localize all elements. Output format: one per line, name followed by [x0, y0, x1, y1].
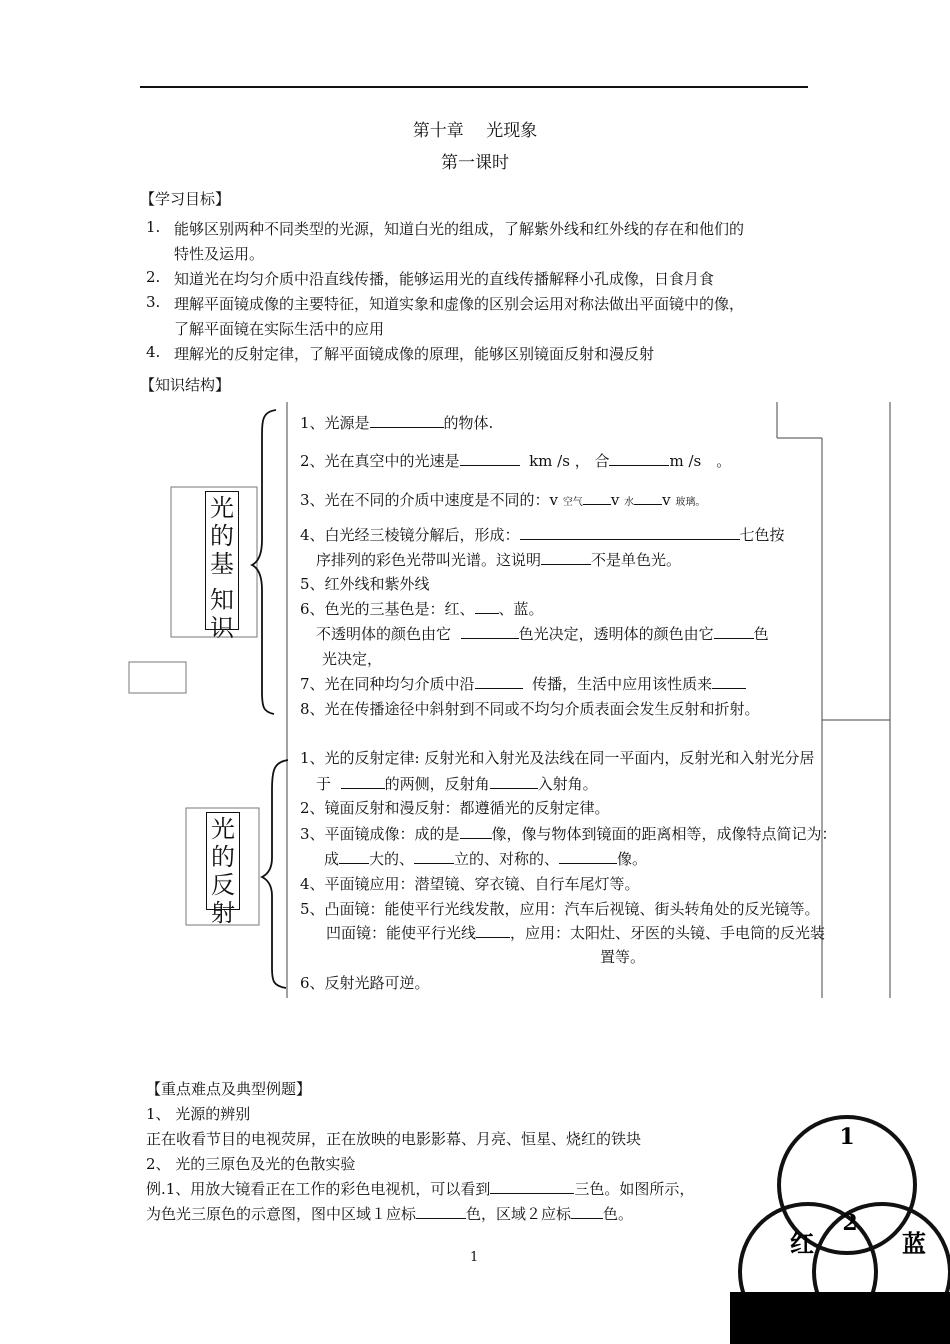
chapter-title: 第十章 光现象: [412, 121, 538, 141]
knowledge-line-1: 1、光源是 的物体.: [300, 414, 494, 432]
blue-label: 蓝: [902, 1230, 926, 1258]
reflection-line-5b: 凹面镜：能使平行光线 ，应用：太阳灶、牙医的头镜、手电筒的反光装: [326, 924, 826, 942]
section-2-title: 2、 光的三原色及光的色散实验: [146, 1155, 356, 1173]
knowledge-line-8: 8、光在传播途径中斜射到不同或不均匀介质表面会发生反射和折射。: [300, 700, 760, 718]
page-number: 1: [470, 1250, 479, 1265]
objective-text: 能够区别两种不同类型的光源，知道白光的组成，了解紫外线和红外线的存在和他们的: [174, 220, 745, 238]
region-1-label: 1: [839, 1124, 855, 1150]
knowledge-line-6c: 光决定，: [322, 650, 383, 668]
objective-text: 了解平面镜在实际生活中的应用: [174, 320, 385, 338]
knowledge-line-7: 7、光在同种均匀介质中沿 传播，生活中应用该性质来: [300, 673, 746, 694]
reflection-line-3b: 成 大的、 立的、对称的、 像。: [324, 850, 648, 868]
reflection-line-5c: 置等。: [600, 948, 646, 966]
reflection-line-3: 3、平面镜成像：成的是 像，像与物体到镜面的距离相等，成像特点简记为：: [300, 825, 837, 843]
objective-num: 2.: [146, 268, 161, 286]
reflection-line-1b: 于 的两侧，反射角 入射角。: [316, 775, 598, 793]
objectives-heading: 【学习目标】: [140, 190, 231, 208]
knowledge-line-6: 6、色光的三基色是：红、 、蓝。: [300, 600, 544, 618]
knowledge-line-4: 4、白光经三棱镜分解后，形成： 七色按: [300, 526, 785, 544]
lesson-title: 第一课时: [441, 153, 509, 173]
example-1-line: 例.1、用放大镜看正在工作的彩色电视机，可以看到 三色。如图所示，: [146, 1180, 695, 1198]
reflection-line-2: 2、镜面反射和漫反射：都遵循光的反射定律。: [300, 799, 610, 817]
knowledge-line-3: 3、光在不同的介质中速度是不同的：v 空气 v 水 v 玻璃。: [300, 491, 706, 509]
group2-label: 光 的 反 射: [206, 812, 240, 910]
objective-text: 理解平面镜成像的主要特征，知道实象和虚像的区别会运用对称法做出平面镜中的像，: [174, 295, 745, 313]
structure-heading: 【知识结构】: [140, 376, 231, 394]
reflection-line-1: 1、光的反射定律: 反射光和入射光及法线在同一平面内，反射光和入射光分居: [300, 749, 815, 767]
objective-num: 4.: [146, 343, 161, 361]
objective-text: 特性及运用。: [174, 245, 265, 263]
region-2-label: 2: [842, 1210, 858, 1236]
reflection-line-6: 6、反射光路可逆。: [300, 974, 430, 992]
section-1-title: 1、 光源的辨别: [146, 1105, 251, 1123]
objective-text: 理解光的反射定律，了解平面镜成像的原理，能够区别镜面反射和漫反射: [174, 345, 655, 363]
knowledge-line-2: 2、光在真空中的光速是 km /s ， 合 m /s 。: [300, 452, 732, 470]
red-label: 红: [790, 1230, 814, 1258]
reflection-line-4: 4、平面镜应用：潜望镜、穿衣镜、自行车尾灯等。: [300, 875, 640, 893]
objective-num: 3.: [146, 293, 161, 311]
objective-text: 知道光在均匀介质中沿直线传播，能够运用光的直线传播解释小孔成像，日食月食: [174, 270, 715, 288]
objective-num: 1.: [146, 218, 161, 236]
section-1-text: 正在收看节目的电视荧屏，正在放映的电影影幕、月亮、恒星、烧红的铁块: [146, 1130, 642, 1148]
examples-heading: 【重点难点及典型例题】: [146, 1080, 312, 1098]
example-1-line-2: 为色光三原色的示意图，图中区域１应标 色，区域２应标 色。: [146, 1205, 634, 1223]
knowledge-line-6b: 不透明体的颜色由它 色光决定，透明体的颜色由它 色: [316, 625, 769, 643]
group1-label: 光 的 基 知 识: [205, 491, 239, 630]
reflection-line-5: 5、凸面镜：能使平行光线发散，应用：汽车后视镜、街头转角处的反光镜等。: [300, 900, 820, 918]
knowledge-line-4b: 序排列的彩色光带叫光谱。这说明 不是单色光。: [316, 551, 682, 569]
knowledge-line-5: 5、红外线和紫外线: [300, 575, 430, 593]
three-primary-colors-figure: [730, 1100, 950, 1344]
